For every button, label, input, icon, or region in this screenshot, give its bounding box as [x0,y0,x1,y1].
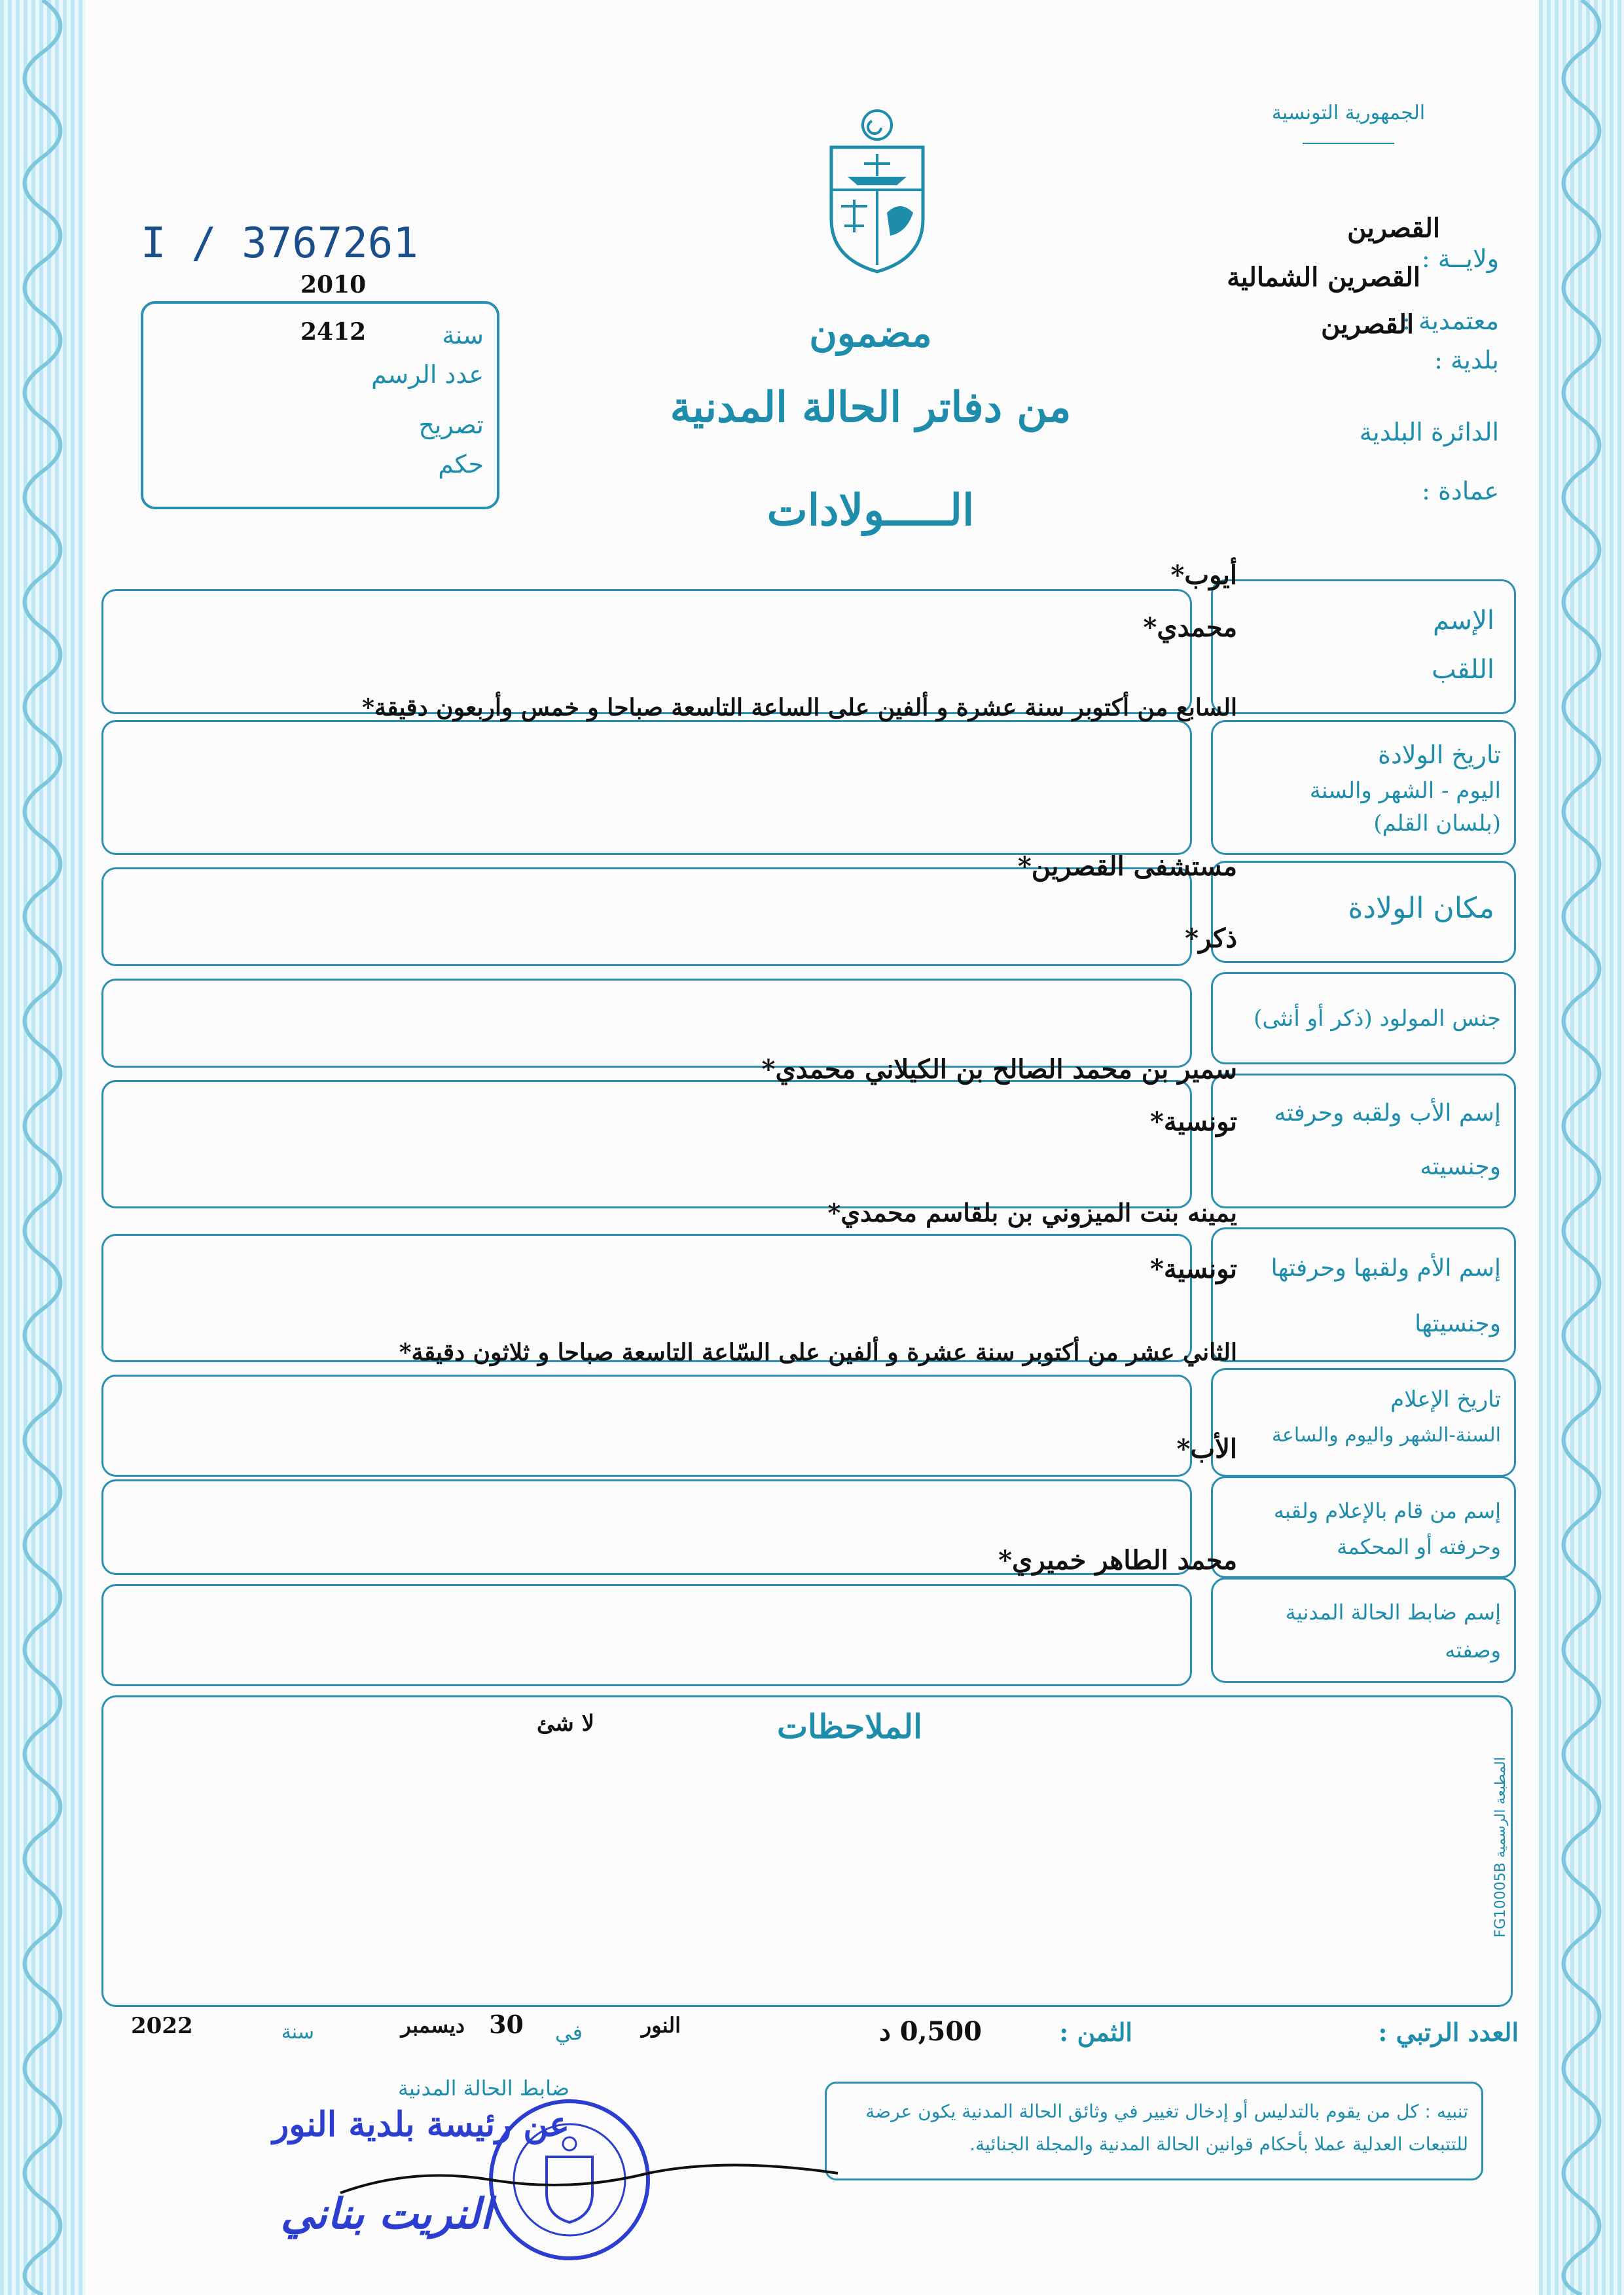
registry-year-label: سنة [442,321,484,350]
father-label2: وجنسيته [1420,1153,1501,1180]
price-label: الثمن : [1059,2017,1132,2047]
signature-name: النريت بناني [280,2190,492,2239]
father-nationality-value: تونسية* [1149,1106,1237,1137]
stamp-line1: عن رئيسة بلدية النور [272,2105,569,2144]
declarant-label-box [1211,1476,1516,1578]
tunisia-coat-of-arms [812,108,943,275]
mother-label: إسم الأم ولقبها وحرفتها [1271,1255,1501,1282]
father-label: إسم الأب ولقبه وحرفته [1274,1100,1501,1127]
municipal-district-label: الدائرة البلدية [1359,418,1499,446]
municipality-value: القصرين [1321,309,1414,340]
birth-date-label3: (بلسان القلم) [1373,810,1501,837]
republic-heading: الجمهورية التونسية [1271,101,1426,124]
registry-record-number-value: 2412 [300,318,367,346]
officer-label2: وصفته [1445,1638,1501,1663]
serial-label: العدد الرتبي : [1378,2017,1519,2047]
declarant-label: إسم من قام بالإعلام ولقبه [1273,1498,1501,1523]
registry-declaration-label: تصريح [418,410,484,439]
left-wave-pattern [0,0,85,2295]
coat-of-arms-icon [812,108,943,275]
registry-box [141,271,499,509]
footer-in-label: في [555,2020,583,2045]
sex-value: ذكر* [1185,923,1237,954]
mother-label-box [1211,1227,1516,1362]
officer-title: ضابط الحالة المدنية [397,2076,569,2101]
birth-place-label: مكان الولادة [1348,892,1494,925]
officer-label: إسم ضابط الحالة المدنية [1285,1600,1501,1625]
officer-value-box [101,1584,1192,1686]
civil-status-document [85,0,1539,2295]
serial-number: I / 3767261 [141,219,418,268]
remarks-box [101,1695,1513,2007]
right-wave-pattern [1539,0,1624,2295]
father-value-box [101,1080,1192,1208]
declaration-date-label-box [1211,1368,1516,1477]
birth-date-label-box [1211,720,1516,855]
declaration-date-label2: السنة-الشهر واليوم والساعة [1271,1424,1501,1447]
governorate-value: القصرين [1347,213,1440,244]
name-label: الإسم [1432,605,1494,636]
declarant-value: الأب* [1176,1434,1237,1464]
price-value: 0,500 د [878,2016,982,2047]
birth-place-label-box [1211,861,1516,963]
title-line1: مضمون [809,311,932,355]
father-value: سمير بن محمد الصالح بن الكيلاني محمدي* [761,1054,1237,1085]
remarks-value: لا شئ [536,1710,594,1737]
title-births: الـــــولادات [767,484,975,535]
officer-label-box [1211,1578,1516,1683]
registry-judgment-label: حكم [438,450,484,479]
birth-place-value: مستشفى القصرين* [1017,851,1237,882]
omda-label: عمادة : [1422,477,1499,505]
warning-text: تنبيه : كل من يقوم بالتدليس أو إدخال تغيير في وثائق الحالة المدنية يكون عرضة للتتبعات العدلية عملا بأحكام قوانين الحالة المدنية والمجلة الجنائية. [865,2101,1468,2155]
surname-label: اللقب [1431,655,1494,685]
mother-value: يمينه بنت الميزوني بن بلقاسم محمدي* [827,1198,1237,1227]
footer-day: 30 [489,2010,524,2039]
warning-box [825,2082,1483,2180]
sex-label: جنس المولود (ذكر أو أنثى) [1254,1005,1501,1032]
delegation-label: معتمدية : [1402,306,1499,335]
footer-place: النور [641,2013,681,2038]
mother-nationality-value: تونسية* [1149,1254,1237,1284]
birth-date-value-box [101,720,1192,855]
mother-label2: وجنسيتها [1415,1310,1501,1337]
footer-year-label: سنة [281,2021,314,2044]
last-name-value: محمدي* [1143,612,1237,643]
name-label-box [1211,579,1516,714]
right-security-border [1539,0,1624,2295]
first-name-value: أيوب* [1170,560,1237,590]
declaration-date-value: الثاني عشر من أكتوبر سنة عشرة و ألفين على السّاعة التاسعة صباحا و ثلاثون دقيقة* [399,1339,1237,1366]
remarks-label: الملاحظات [776,1707,923,1746]
birth-date-label: تاريخ الولادة [1378,740,1501,769]
father-label-box [1211,1074,1516,1208]
declarant-label2: وحرفته أو المحكمة [1337,1534,1501,1559]
printer-mark: المطبعة الرسمية FG10005B [1492,1757,1509,1938]
municipality-label: بلدية : [1434,346,1499,374]
officer-value: محمد الطاهر خميري* [998,1545,1237,1576]
sex-label-box [1211,972,1516,1064]
signature-scribble [334,2154,844,2206]
governorate-label: ولايــة : [1421,244,1499,273]
left-security-border [0,0,85,2295]
title-line2: من دفاتر الحالة المدنية [670,383,1072,432]
delegation-value: القصرين الشمالية [1227,262,1420,293]
birth-date-label2: اليوم - الشهر والسنة [1309,778,1501,804]
declaration-date-label: تاريخ الإعلام [1390,1386,1501,1413]
footer-month: ديسمبر [401,2013,465,2038]
footer-year: 2022 [131,2013,193,2039]
registry-record-number-label: عدد الرسم [371,360,484,389]
birth-date-value: السابع من أكتوبر سنة عشرة و ألفين على الساعة التاسعة صباحا و خمس وأربعون دقيقة* [362,694,1237,721]
republic-underline [1303,143,1394,144]
registry-year-value: 2010 [300,271,367,298]
